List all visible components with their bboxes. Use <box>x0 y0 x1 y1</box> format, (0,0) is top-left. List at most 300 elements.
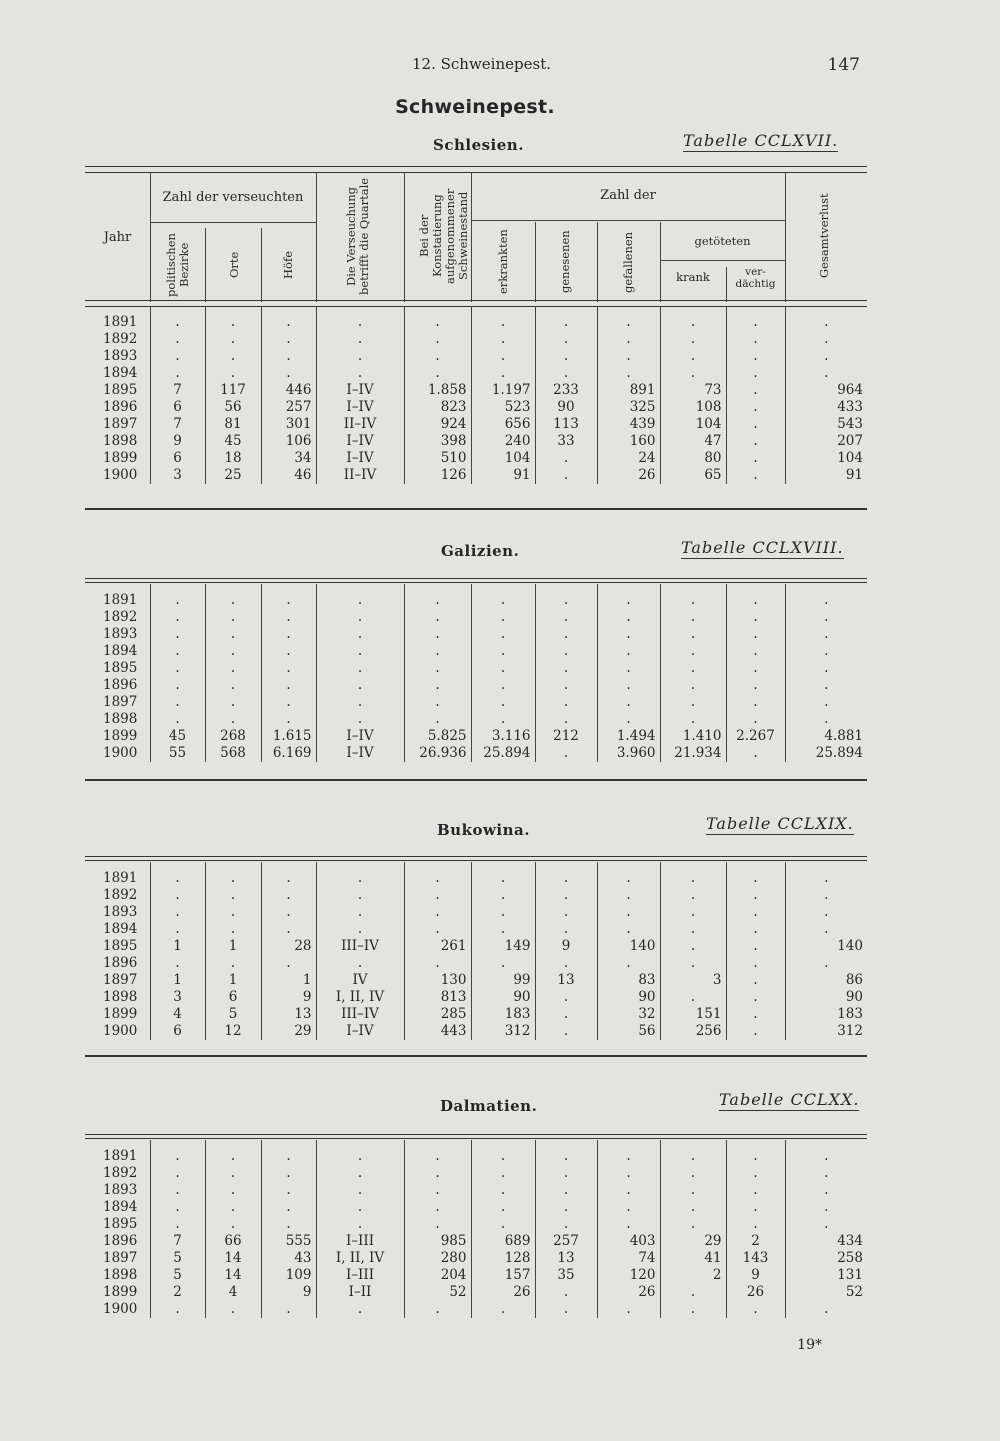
table-row <box>85 904 867 921</box>
table-row <box>85 1165 867 1182</box>
table-cell: 9 <box>726 1267 785 1284</box>
table-cell: . <box>535 609 597 626</box>
table-cell: . <box>660 677 726 694</box>
year-cell: 1895 <box>103 382 138 398</box>
table-cell: . <box>205 711 261 728</box>
table-cell: I–IV <box>316 399 404 416</box>
table-cell: . <box>535 450 597 467</box>
table-cell: . <box>660 921 726 938</box>
table-cell: . <box>471 348 535 365</box>
table-cell: . <box>404 955 471 972</box>
table-cell: 1 <box>150 972 205 989</box>
table-cell: . <box>150 921 205 938</box>
table-cell: . <box>316 609 404 626</box>
table-row <box>85 989 867 1006</box>
table-dalmatien <box>85 1140 867 1318</box>
table-cell: . <box>205 862 261 887</box>
year-cell: 1895 <box>103 660 138 676</box>
table-row <box>85 1006 867 1023</box>
table-cell: 21.934 <box>660 745 726 762</box>
table-cell: 18 <box>205 450 261 467</box>
rule <box>85 508 867 510</box>
table-cell: 891 <box>597 382 660 399</box>
table-cell: . <box>785 1301 867 1318</box>
table-cell: . <box>535 584 597 609</box>
table-cell: 689 <box>471 1233 535 1250</box>
table-cell: . <box>471 862 535 887</box>
year-cell: 1898 <box>103 711 138 727</box>
table-row <box>85 348 867 365</box>
table-cell: 261 <box>404 938 471 955</box>
table-cell: . <box>785 955 867 972</box>
table-cell: . <box>597 1301 660 1318</box>
header-getoeteten: getöteten <box>694 234 751 248</box>
table-cell: . <box>150 1301 205 1318</box>
table-cell: . <box>261 331 316 348</box>
table-cell: . <box>150 1140 205 1165</box>
table-cell: . <box>150 626 205 643</box>
table-cell: 26.936 <box>404 745 471 762</box>
table-cell: . <box>785 643 867 660</box>
table-cell: . <box>726 1182 785 1199</box>
table-cell: . <box>150 1216 205 1233</box>
table-cell: 160 <box>597 433 660 450</box>
table-cell: . <box>660 1165 726 1182</box>
table-cell: . <box>261 711 316 728</box>
table-row <box>85 1233 867 1250</box>
table-cell: 32 <box>597 1006 660 1023</box>
table-cell: . <box>471 626 535 643</box>
table-cell: . <box>316 862 404 887</box>
table-cell: 433 <box>785 399 867 416</box>
table-cell: . <box>785 609 867 626</box>
table-cell: . <box>404 711 471 728</box>
table-cell: . <box>205 306 261 331</box>
table-cell: . <box>660 887 726 904</box>
table-cell: . <box>535 1199 597 1216</box>
year-cell: 1891 <box>103 314 138 330</box>
table-cell: 34 <box>261 450 316 467</box>
table-cell: . <box>597 921 660 938</box>
table-cell: . <box>597 1216 660 1233</box>
table-cell: . <box>471 711 535 728</box>
table-cell: . <box>726 972 785 989</box>
table-cell: 3 <box>660 972 726 989</box>
table-row <box>85 331 867 348</box>
table-cell: . <box>660 626 726 643</box>
table-cell: . <box>316 643 404 660</box>
table-cell: . <box>471 921 535 938</box>
rule <box>85 1055 867 1057</box>
table-cell: 398 <box>404 433 471 450</box>
table-cell: 207 <box>785 433 867 450</box>
table-cell: . <box>261 1301 316 1318</box>
table-label-dalmatien: Tabelle CCLXX. <box>719 1090 860 1109</box>
table-cell: . <box>404 1216 471 1233</box>
table-cell: 126 <box>404 467 471 484</box>
table-cell: . <box>785 887 867 904</box>
table-cell: . <box>597 331 660 348</box>
table-row <box>85 1284 867 1301</box>
table-label-schlesien: Tabelle CCLXVII. <box>683 131 839 150</box>
table-cell: . <box>150 306 205 331</box>
year-cell: 1896 <box>103 955 138 971</box>
table-cell: . <box>471 1140 535 1165</box>
table-cell: . <box>471 331 535 348</box>
page-title <box>0 96 1000 118</box>
page-number: 147 <box>827 55 860 75</box>
rule <box>85 582 867 583</box>
table-cell: 143 <box>726 1250 785 1267</box>
table-cell: 9 <box>150 433 205 450</box>
table-row <box>85 728 867 745</box>
column-header <box>85 172 867 302</box>
section-title-dalmatien: Dalmatien. <box>440 1097 538 1115</box>
table-cell: . <box>261 365 316 382</box>
table-cell: . <box>535 1165 597 1182</box>
table-cell: . <box>404 1301 471 1318</box>
year-cell: 1894 <box>103 365 138 381</box>
table-cell: 446 <box>261 382 316 399</box>
table-cell: 523 <box>471 399 535 416</box>
table-cell: . <box>597 584 660 609</box>
table-cell: 656 <box>471 416 535 433</box>
table-cell: . <box>471 887 535 904</box>
table-cell: 46 <box>261 467 316 484</box>
table-cell: . <box>726 584 785 609</box>
table-cell: 28 <box>261 938 316 955</box>
table-cell: . <box>150 331 205 348</box>
table-bukowina <box>85 862 867 1040</box>
table-cell: . <box>785 584 867 609</box>
table-cell: 204 <box>404 1267 471 1284</box>
table-cell: 443 <box>404 1023 471 1040</box>
table-cell: 257 <box>535 1233 597 1250</box>
table-cell: . <box>404 1165 471 1182</box>
table-cell: 86 <box>785 972 867 989</box>
year-cell: 1891 <box>103 592 138 608</box>
table-cell: 90 <box>597 989 660 1006</box>
rule <box>85 856 867 857</box>
section-title-schlesien: Schlesien. <box>433 136 524 154</box>
table-cell: . <box>535 694 597 711</box>
table-cell: . <box>205 331 261 348</box>
table-cell: . <box>150 584 205 609</box>
table-cell: . <box>150 677 205 694</box>
table-cell: . <box>150 348 205 365</box>
table-cell: . <box>597 365 660 382</box>
table-cell: . <box>316 306 404 331</box>
table-cell: 83 <box>597 972 660 989</box>
table-cell: . <box>535 365 597 382</box>
table-cell: . <box>316 677 404 694</box>
table-cell: . <box>785 1199 867 1216</box>
table-cell: . <box>726 626 785 643</box>
table-row <box>85 677 867 694</box>
table-cell: . <box>261 348 316 365</box>
table-cell: . <box>660 862 726 887</box>
table-cell: . <box>261 887 316 904</box>
table-cell: . <box>404 643 471 660</box>
table-cell: 403 <box>597 1233 660 1250</box>
table-cell: . <box>726 1199 785 1216</box>
year-cell: 1891 <box>103 1148 138 1164</box>
table-cell: . <box>535 921 597 938</box>
section-title-bukowina: Bukowina. <box>437 821 530 839</box>
table-cell: 4 <box>150 1006 205 1023</box>
table-cell: . <box>150 1165 205 1182</box>
table-cell: 52 <box>404 1284 471 1301</box>
table-cell: I–IV <box>316 728 404 745</box>
table-cell: 25.894 <box>471 745 535 762</box>
table-cell: 9 <box>261 1284 316 1301</box>
table-cell: . <box>535 643 597 660</box>
table-cell: . <box>316 694 404 711</box>
page-title-text: Schweinepest. <box>395 96 555 118</box>
table-cell: . <box>660 348 726 365</box>
table-cell: . <box>660 938 726 955</box>
table-cell: 312 <box>785 1023 867 1040</box>
table-cell: . <box>404 694 471 711</box>
table-row <box>85 399 867 416</box>
table-cell: . <box>597 862 660 887</box>
table-cell: . <box>150 365 205 382</box>
table-cell: . <box>597 348 660 365</box>
table-cell: . <box>785 1165 867 1182</box>
table-cell: . <box>316 348 404 365</box>
table-cell: 25.894 <box>785 745 867 762</box>
table-cell: . <box>261 1216 316 1233</box>
table-cell: II–IV <box>316 416 404 433</box>
rule <box>85 1134 867 1135</box>
year-cell: 1892 <box>103 887 138 903</box>
table-cell: 212 <box>535 728 597 745</box>
table-cell: 4 <box>205 1284 261 1301</box>
table-cell: 45 <box>150 728 205 745</box>
table-cell: I–III <box>316 1267 404 1284</box>
table-row <box>85 1199 867 1216</box>
table-cell: 66 <box>205 1233 261 1250</box>
year-cell: 1900 <box>103 1023 138 1039</box>
year-cell: 1891 <box>103 870 138 886</box>
table-cell: 81 <box>205 416 261 433</box>
table-cell: 7 <box>150 382 205 399</box>
table-cell: . <box>597 1165 660 1182</box>
table-cell: I–IV <box>316 745 404 762</box>
table-cell: . <box>660 660 726 677</box>
rule <box>85 578 867 579</box>
rule <box>85 779 867 781</box>
table-cell: 7 <box>150 1233 205 1250</box>
year-cell: 1898 <box>103 989 138 1005</box>
table-row <box>85 955 867 972</box>
year-cell: 1898 <box>103 433 138 449</box>
table-cell: 29 <box>261 1023 316 1040</box>
table-cell: 1.615 <box>261 728 316 745</box>
table-cell: . <box>726 938 785 955</box>
year-cell: 1900 <box>103 745 138 761</box>
table-cell: 108 <box>660 399 726 416</box>
table-cell: . <box>535 660 597 677</box>
table-cell: . <box>261 904 316 921</box>
table-cell: . <box>404 306 471 331</box>
table-cell: 3.960 <box>597 745 660 762</box>
table-cell: 106 <box>261 433 316 450</box>
table-cell: I, II, IV <box>316 989 404 1006</box>
table-cell: 1.197 <box>471 382 535 399</box>
table-cell: 5 <box>150 1250 205 1267</box>
table-cell: . <box>205 677 261 694</box>
table-row <box>85 1267 867 1284</box>
table-cell: . <box>535 1023 597 1040</box>
table-cell: . <box>316 1140 404 1165</box>
table-cell: 33 <box>535 433 597 450</box>
table-row <box>85 433 867 450</box>
table-cell: . <box>205 1140 261 1165</box>
table-cell: 26 <box>471 1284 535 1301</box>
year-cell: 1899 <box>103 1006 138 1022</box>
table-cell: . <box>726 1301 785 1318</box>
table-cell: 1.858 <box>404 382 471 399</box>
table-cell: 56 <box>205 399 261 416</box>
table-cell: 35 <box>535 1267 597 1284</box>
table-cell: . <box>726 694 785 711</box>
table-cell: . <box>205 887 261 904</box>
table-cell: . <box>535 677 597 694</box>
year-cell: 1893 <box>103 626 138 642</box>
running-head <box>0 55 1000 79</box>
table-cell: . <box>205 660 261 677</box>
table-cell: I, II, IV <box>316 1250 404 1267</box>
table-cell: . <box>261 584 316 609</box>
table-cell: . <box>535 1140 597 1165</box>
table-cell: . <box>261 1165 316 1182</box>
table-cell: 128 <box>471 1250 535 1267</box>
table-cell: . <box>726 643 785 660</box>
table-cell: . <box>785 331 867 348</box>
table-cell: . <box>726 745 785 762</box>
header-verdaechtig: ver-dächtig <box>735 266 776 290</box>
header-jahr: Jahr <box>103 230 132 245</box>
table-cell: . <box>150 694 205 711</box>
table-cell: 312 <box>471 1023 535 1040</box>
table-cell: . <box>205 626 261 643</box>
table-cell: 45 <box>205 433 261 450</box>
table-cell: . <box>597 1182 660 1199</box>
table-label-bukowina: Tabelle CCLXIX. <box>706 814 854 833</box>
table-cell: . <box>597 1140 660 1165</box>
table-cell: 9 <box>261 989 316 1006</box>
table-cell: 813 <box>404 989 471 1006</box>
table-cell: . <box>726 450 785 467</box>
table-cell: 240 <box>471 433 535 450</box>
year-cell: 1893 <box>103 904 138 920</box>
table-cell: 90 <box>785 989 867 1006</box>
table-cell: . <box>471 904 535 921</box>
table-cell: . <box>261 643 316 660</box>
table-cell: 280 <box>404 1250 471 1267</box>
table-cell: 268 <box>205 728 261 745</box>
year-cell: 1897 <box>103 1250 138 1266</box>
year-cell: 1897 <box>103 694 138 710</box>
table-cell: . <box>535 862 597 887</box>
table-cell: . <box>205 365 261 382</box>
table-row <box>85 450 867 467</box>
table-cell: . <box>535 467 597 484</box>
table-cell: 285 <box>404 1006 471 1023</box>
table-cell: . <box>261 626 316 643</box>
table-cell: . <box>404 904 471 921</box>
table-cell: . <box>726 887 785 904</box>
table-cell: . <box>726 955 785 972</box>
table-cell: 131 <box>785 1267 867 1284</box>
table-cell: . <box>785 306 867 331</box>
table-cell: . <box>785 921 867 938</box>
table-cell: . <box>404 348 471 365</box>
table-cell: . <box>150 862 205 887</box>
table-cell: 6 <box>205 989 261 1006</box>
table-cell: . <box>404 677 471 694</box>
year-cell: 1897 <box>103 416 138 432</box>
table-cell: . <box>726 660 785 677</box>
year-cell: 1896 <box>103 677 138 693</box>
table-cell: . <box>316 904 404 921</box>
table-cell: 130 <box>404 972 471 989</box>
table-cell: 3 <box>150 989 205 1006</box>
table-cell: . <box>316 626 404 643</box>
year-cell: 1892 <box>103 1165 138 1181</box>
table-cell: . <box>660 955 726 972</box>
table-cell: 12 <box>205 1023 261 1040</box>
table-cell: 434 <box>785 1233 867 1250</box>
table-cell: . <box>150 904 205 921</box>
table-cell: . <box>660 1284 726 1301</box>
year-cell: 1893 <box>103 348 138 364</box>
table-cell: 80 <box>660 450 726 467</box>
table-cell: . <box>316 955 404 972</box>
table-cell: 325 <box>597 399 660 416</box>
table-cell: . <box>785 365 867 382</box>
table-cell: 568 <box>205 745 261 762</box>
rule <box>85 1138 867 1139</box>
table-cell: . <box>535 904 597 921</box>
table-cell: . <box>404 887 471 904</box>
table-cell: 13 <box>535 972 597 989</box>
table-cell: . <box>660 609 726 626</box>
table-row <box>85 1216 867 1233</box>
table-cell: . <box>660 306 726 331</box>
table-cell: 183 <box>471 1006 535 1023</box>
table-cell: . <box>205 955 261 972</box>
table-cell: . <box>205 1199 261 1216</box>
table-row <box>85 1023 867 1040</box>
table-cell: 157 <box>471 1267 535 1284</box>
table-cell: . <box>726 904 785 921</box>
table-cell: I–II <box>316 1284 404 1301</box>
table-cell: 6 <box>150 450 205 467</box>
table-cell: . <box>726 1165 785 1182</box>
table-cell: 65 <box>660 467 726 484</box>
table-cell: . <box>785 677 867 694</box>
table-cell: . <box>726 416 785 433</box>
table-cell: . <box>726 1023 785 1040</box>
table-cell: . <box>261 1199 316 1216</box>
table-row <box>85 921 867 938</box>
table-cell: . <box>471 609 535 626</box>
header-hoefe: Höfe <box>281 251 295 280</box>
table-cell: . <box>597 626 660 643</box>
table-cell: . <box>471 1182 535 1199</box>
